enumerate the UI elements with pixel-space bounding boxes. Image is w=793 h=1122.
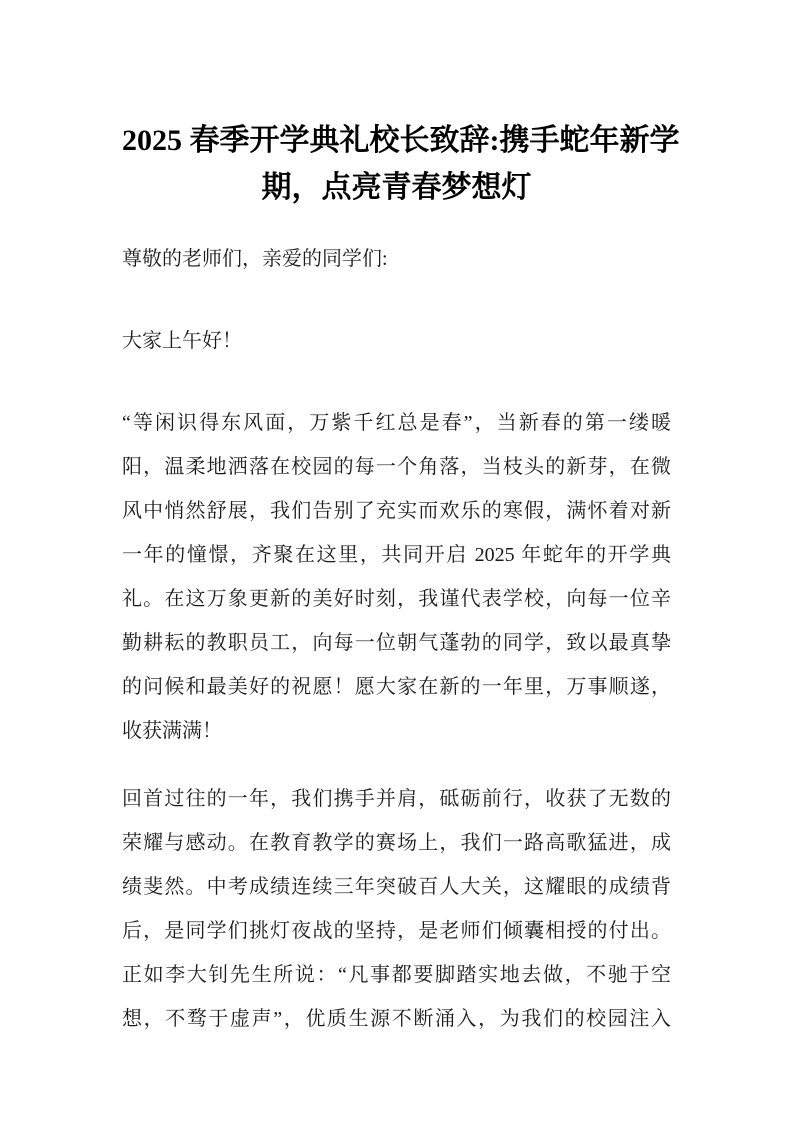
text-line: 后，是同学们挑灯夜战的坚持，是老师们倾囊相授的付出。: [122, 920, 671, 942]
paragraph-review: [122, 777, 671, 1041]
text-line: 礼。在这万象更新的美好时刻，我谨代表学校，向每一位辛: [122, 588, 671, 610]
text-line: “等闲识得东风面，万紫千红总是春”，当新春的第一缕暖: [122, 412, 671, 434]
text-line: 回首过往的一年，我们携手并肩，砥砺前行，收获了无数的: [122, 788, 671, 810]
text-line: 想，不骛于虚声”，优质生源不断涌入，为我们的校园注入: [122, 1008, 671, 1030]
text-line: 风中悄然舒展，我们告别了充实而欢乐的寒假，满怀着对新: [122, 500, 671, 522]
text-line: 荣耀与感动。在教育教学的赛场上，我们一路高歌猛进，成: [122, 832, 671, 854]
text-line: 收获满满！: [122, 720, 222, 742]
document-title: [122, 117, 680, 211]
text-line: 尊敬的老师们，亲爱的同学们:: [122, 248, 388, 270]
text-line: 大家上午好！: [122, 330, 242, 352]
paragraph-greeting: [122, 319, 671, 363]
paragraph-salutation: [122, 237, 671, 281]
text-line: 勤耕耘的教职员工，向每一位朝气蓬勃的同学，致以最真挚: [122, 632, 671, 654]
text-line: 一年的憧憬，齐聚在这里，共同开启 2025 年蛇年的开学典: [122, 544, 671, 566]
text-line: 的问候和最美好的祝愿！愿大家在新的一年里，万事顺遂，: [122, 676, 671, 698]
text-line: 绩斐然。中考成绩连续三年突破百人大关，这耀眼的成绩背: [122, 876, 671, 898]
title-line-2: 期，点亮青春梦想灯: [261, 171, 532, 204]
title-line-1: 2025 春季开学典礼校长致辞:携手蛇年新学: [122, 124, 680, 157]
paragraph-opening: [122, 401, 671, 753]
text-line: 阳，温柔地洒落在校园的每一个角落，当枝头的新芽，在微: [122, 456, 671, 478]
text-line: 正如李大钊先生所说：“凡事都要脚踏实地去做，不驰于空: [122, 964, 671, 986]
